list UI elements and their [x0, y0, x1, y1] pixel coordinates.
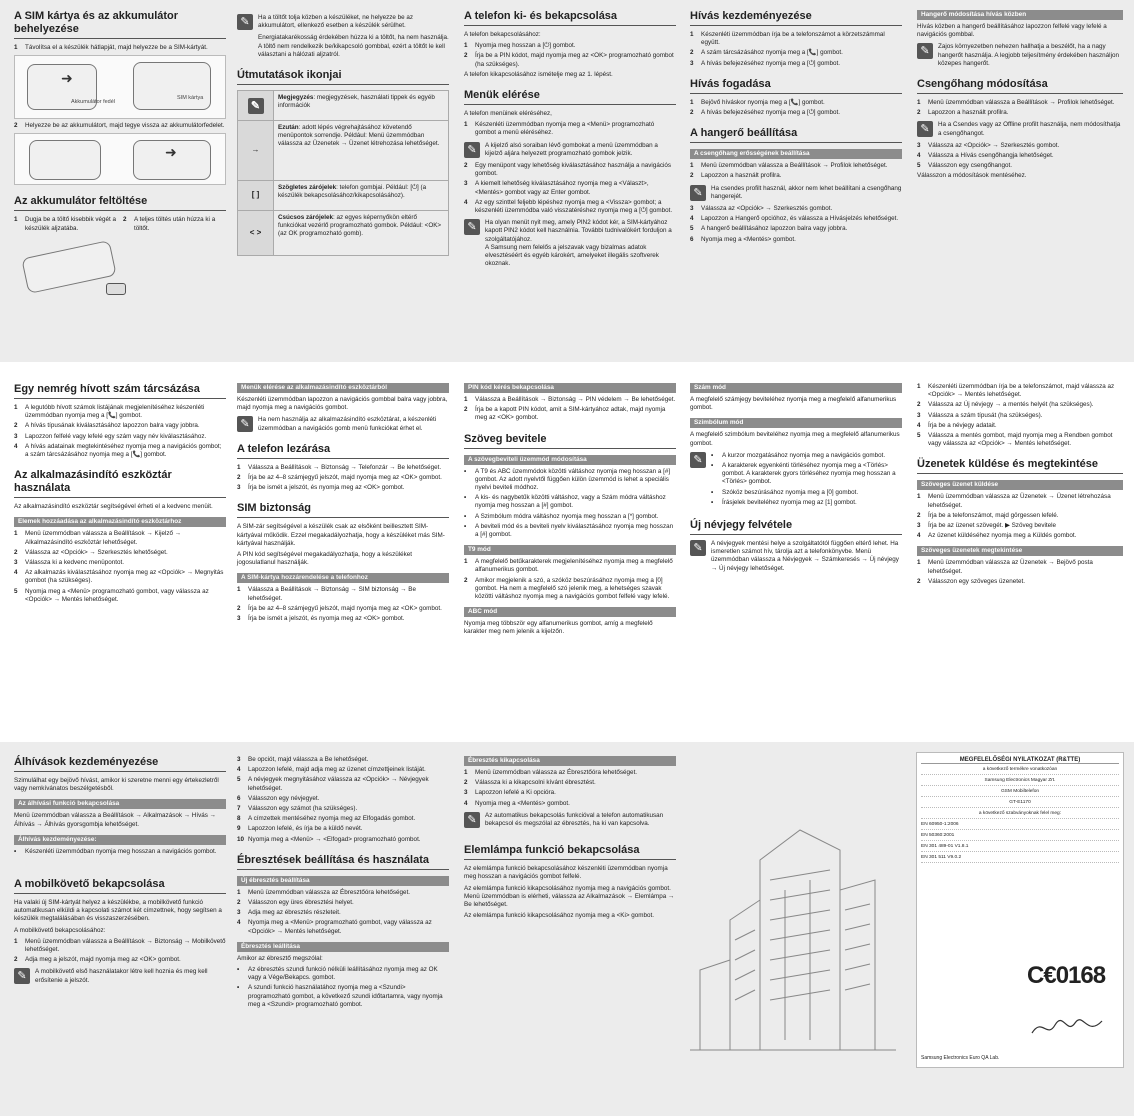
icon-row-angle-brackets: < > Csúcsos zárójelek: az egyes képernyőkön eltérő funkciókat vezérlő programozható gombok. Például: <OK> (az OK programozható gomb). [238, 211, 448, 255]
heading-menu: Menük elérése [464, 89, 676, 105]
note-icon: ✎ [464, 142, 480, 158]
subheading-alarm-stop: Ébresztés leállítása [237, 942, 449, 952]
heading-ringtone: Csengőhang módosítása [917, 78, 1123, 94]
note: ✎ A névjegyek mentési helye a szolgáltatótól függően eltérő lehet. Ha ismeretlen számot hív, tárolja azt a telefonkönyvbe. Menü üzemmódban válassza a Névjegyek → Számkeresés → Új névjegy → Új névjegy lehetőséget. [690, 540, 902, 573]
note: ✎ A mobilkövető első használatakor létre kell hoznia és meg kell erősítenie a jelszót. [14, 968, 226, 984]
note: ✎ Ha olyan menüt nyit meg, amely PIN2 kódot kér, a SIM-kártyához kapott PIN2 kódot kell használnia. További tudnivalókért forduljon a szolgáltatójához. A Samsung nem felelős a jelszavak vagy bizalmas adatok elvesztéséért és egyéb károkért, amelyeket illegális szoftverek okoznak. [464, 219, 676, 268]
phone-open-illustration [133, 62, 211, 110]
column-pin-text: PIN kód kérés bekapcsolása 1 Válassza a Beállítások → Biztonság → PIN védelem → Be lehetőséget. 2 Írja be a kapott PIN kódot, amit a SIM-kártyához adtak, majd nyomja meg az <OK> gombot. Szöveg bevitele A szövegbeviteli üzemmód módosítása • A T9 és ABC üzemmódok közötti váltáshoz nyomja meg hosszan a [#] gombot. Az adott nyelvtől függően külön üzemmód is lehet a speciális nyelvi beviteli módhoz. • A kis- és nagybetűk közötti váltáshoz, vagy a Szám módra váltáshoz nyomja meg hosszan a [#] gombot. • A Szimbólum módra váltáshoz nyomja meg hosszan a [*] gombot. • A beviteli mód és a beviteli nyelv kiválasztásához nyomja meg hosszan a [#] gombot. T9 mód 1 A megfelelő betűkarakterek megjelenítéséhez nyomja meg a megfelelő alfanumerikus gombot. 2 Amikor megjelenik a szó, a szóköz beszúrásához nyomja meg a [0] gombot. Ha nem a megfelelő szó jelenik meg, a lehetséges szavak közötti váltáshoz nyomja meg a navigációs gombot felfelé vagy lefelé. ABC mód Nyomja meg többször egy alfanumerikus gombot, amíg a megfelelő karakter meg nem jelenik a kijelzőn. [464, 384, 676, 636]
heading-power: A telefon ki- és bekapcsolása [464, 10, 676, 26]
column-ringtone: Hangerő módosítása hívás közben Hívás közben a hangerő beállításához lapozzon felfelé vagy lefelé a navigációs gombbal. ✎ Zajos környezetben nehezen hallhatja a beszélőt, ha a nagy hangerőt használja. A legjobb teljesítmény érdekében használjon közepes hangerőt. Csengőhang módosítása 1 Menü üzemmódban válassza a Beállítások → Profilok lehetőséget. 2 Lapozzon a használt profilra. ✎ Ha a Csendes vagy az Offline profilt használja, nem módosíthatja a csengőhangot. 3 Válassza az <Opciók> → Szerkesztés gombot. 4 Válassza a Hívás csengőhangja lehetőséget. 5 Válasszon egy csengőhangot. Válasszon a módosítások mentéséhez. [917, 10, 1123, 184]
heading-sim-security: SIM biztonság [237, 502, 449, 518]
subheading-add-shortcut: Elemek hozzáadása az alkalmazásindító eszköztárhoz [14, 517, 226, 527]
note-icon: ✎ [690, 452, 706, 468]
note-icon: ✎ [464, 812, 480, 828]
charge-steps [14, 216, 226, 234]
arrow-icon: ➜ [61, 70, 73, 87]
subheading-sim-lock: A SIM-kártya hozzárendelése a telefonhoz [237, 573, 449, 583]
subheading-text-mode: A szövegbeviteli üzemmód módosítása [464, 455, 676, 465]
note: ✎ Ha a Csendes vagy az Offline profilt használja, nem módosíthatja a csengőhangot. [917, 121, 1123, 137]
subheading-call-volume: Hangerő módosítása hívás közben [917, 10, 1123, 20]
heading-sim-insert: A SIM kártya és az akkumulátor behelyezése [14, 10, 226, 39]
subheading-t9: T9 mód [464, 545, 676, 555]
subheading-fake-call: Álhívás kezdeményezése: [14, 835, 226, 845]
phone-battery-illustration [29, 140, 101, 180]
arrow-icon: ➜ [165, 144, 177, 161]
step: 1 Távolítsa el a készülék hátlapját, majd helyezze be a SIM-kártyát. [14, 44, 208, 51]
column-sim [14, 10, 226, 303]
note-icon: ✎ [237, 14, 253, 30]
note: ✎ Az automatikus bekapcsolás funkcióval a telefon automatikusan bekapcsol és megszólal az ébresztés, ha ki van kapcsolva. [464, 812, 676, 828]
city-building-illustration [690, 800, 896, 1060]
battery-illustration [14, 133, 226, 185]
note-icon: ✎ [690, 185, 706, 201]
column-icons: ✎ Ha a töltőt tolja közben a készüléket, ne helyezze be az akkumulátort, ellenkező esetben a készülék sérülhet. Energiatakarékosság érdekében húzza ki a töltőt, ha nem használja. A töltő nem rendelkezik be/kikapcsoló gombbal, ezért a töltőt le kell választani a hálózati aljzatról. Útmutatások ikonjai ✎ Megjegyzés: megjegyzések, használati tippek és egyéb információk → Ezután: adott lépés végrehajtásához követendő menüpontok sorrendje. Például: Menü üzemmódban válassza az Üzenetek → Üzenet létrehozása lehetőséget. [ ] Szögletes zárójelek: telefon gombjai. Például: [⏻] (a készülék bekapcsolásához/kikapcsolásához). < > Csúcsos zárójelek: az egyes képernyőkön eltérő funkciókat vezérlő programozható gombok. Például: <OK> (az OK programozható gomb). [237, 10, 449, 256]
note: ✎ Ha nem használja az alkalmazásindító eszköztárat, a készenléti üzemmódban a navigációs gomb menü funkciókat érhet el. [237, 416, 449, 432]
step: 2 A teljes töltés után húzza ki a töltőt. [123, 216, 216, 232]
column-symbols-contact: Szám mód A megfelelő számjegy beviteléhez nyomja meg a megfelelő alfanumerikus gombot. Szimbólum mód A megfelelő szimbólum beviteléhez nyomja meg a megfelelő alfanumerikus gombot. ✎ • A kurzor mozgatásához nyomja meg a navigációs gombot. • A karakterek egyenkénti törléséhez nyomja meg a <Törlés> gombot. A karakterek gyors törléséhez nyomja meg hosszan a <Törlés> gombot. • Szóköz beszúrásához nyomja meg a [0] gombot. • Írásjelek beviteléhez nyomja meg az [1] gombot. Új névjegy felvétele ✎ A névjegyek mentési helye a szolgáltatótól függően eltérő lehet. Ha ismeretlen számot hív, tárolja azt a telefonkönyvbe. Menü üzemmódban válassza a Névjegyek → Számkeresés → Új névjegy → Új névjegy lehetőséget. [690, 383, 902, 577]
column-fake-tracker: Álhívások kezdeményezése Szimulálhat egy bejövő hívást, amikor ki szeretne menni egy értekezletről vagy nemkívánatos beszélgetésből. Az álhívási funkció bekapcsolása Menü üzemmódban válassza a Beállítások → Alkalmazások → Hívás → Álhívás → Álhívás gyorsgombja lehetőséget. Álhívás kezdeményezése: • Készenléti üzemmódban nyomja meg hosszan a navigációs gombot. A mobilkövető bekapcsolása Ha valaki új SIM-kártyát helyez a készülékbe, a mobilkövető funkció automatikusan elküldi a kapcsolati számot két címzettnek, hogy segítsen a készülék megtalálásában és visszaszerzésében. A mobilkövető bekapcsolásához: 1 Menü üzemmódban válassza a Beállítások → Biztonság → Mobilkövető lehetőséget. 2 Adja meg a jelszót, majd nyomja meg az <OK> gombot. ✎ A mobilkövető első használatakor létre kell hoznia és meg kell erősítenie a jelszót. [14, 756, 226, 984]
icon-table [237, 90, 449, 256]
icon-row-note: ✎ Megjegyzés: megjegyzések, használati tippek és egyéb információk [238, 91, 448, 121]
heading-call: Hívás kezdeményezése [690, 10, 902, 26]
subheading-alarm-set: Új ébresztés beállítása [237, 876, 449, 886]
subheading-read-messages: Szöveges üzenetek megtekintése [917, 546, 1123, 556]
note-icon: ✎ [248, 98, 264, 114]
heading-phone-lock: A telefon lezárása [237, 443, 449, 459]
subheading-send-message: Szöveges üzenet küldése [917, 480, 1123, 490]
note: ✎ Ha a töltőt tolja közben a készüléket, ne helyezze be az akkumulátort, ellenkező esetben a készülék sérülhet. [237, 14, 449, 30]
column-messages: 1 Készenléti üzemmódban írja be a telefonszámot, majd válassza az <Opciók> → Mentés lehetőséget. 2 Válassza az Új névjegy → a mentés helyét (ha szükséges). 3 Válassza a szám típusát (ha szükséges). 4 Írja be a névjegy adatait. 5 Válassza a mentés gombot, majd nyomja meg a Rendben gombot vagy válassza az <Opciók> → Mentés lehetőséget. Üzenetek küldése és megtekintése Szöveges üzenet küldése 1 Menü üzemmódban válassza az Üzenetek → Üzenet létrehozása lehetőséget. 2 Írja be a telefonszámot, majd görgessen lefelé. 3 Írja be az üzenet szövegét. ▶ Szöveg bevitele 4 Az üzenet küldéséhez nyomja meg a Küldés gombot. Szöveges üzenetek megtekintése 1 Menü üzemmódban válassza az Üzenetek → Bejövő posta lehetőséget. 2 Válasszon egy szöveges üzenetet. [917, 383, 1123, 588]
charger-plug-icon [106, 283, 126, 295]
phone-charging-illustration [21, 240, 117, 294]
heading-charge: Az akkumulátor feltöltése [14, 195, 226, 211]
heading-torch: Elemlámpa funkció bekapcsolása [464, 844, 676, 860]
heading-fake-call: Álhívások kezdeményezése [14, 756, 226, 772]
step: 1 Dugja be a töltő kisebbik végét a készülék aljzatába. [14, 216, 117, 232]
charger-illustration [14, 239, 226, 303]
square-brackets-icon: [ ] [238, 181, 274, 210]
angle-brackets-icon: < > [238, 211, 274, 255]
heading-messages: Üzenetek küldése és megtekintése [917, 458, 1123, 474]
arrow-icon: → [238, 121, 274, 180]
heading-recent-call: Egy nemrég hívott szám tárcsázása [14, 383, 226, 399]
note-icon: ✎ [237, 416, 253, 432]
heading-new-contact: Új névjegy felvétele [690, 519, 902, 535]
icon-row-square-brackets: [ ] Szögletes zárójelek: telefon gombjai. Például: [⏻] (a készülék bekapcsolásához/kikapcsolásához). [238, 181, 448, 211]
note: ✎ Ha csendes profilt használ, akkor nem lehet beállítani a csengőhang hangerejét. [690, 185, 902, 201]
ce-mark: C€0168 [1027, 962, 1106, 989]
icon-row-arrow: → Ezután: adott lépés végrehajtásához követendő menüpontok sorrendje. Például: Menü üzemmódban válassza az Üzenetek → Üzenet létrehozása lehetőséget. [238, 121, 448, 181]
sim-illustration [14, 55, 226, 119]
note-icon: ✎ [917, 43, 933, 59]
column-power-menu: A telefon ki- és bekapcsolása A telefon bekapcsolásához: 1 Nyomja meg hosszan a [⏻] gombot. 2 Írja be a PIN kódot, majd nyomja meg az <OK> programozható gombot (ha szükséges). A telefon kikapcsolásához ismételje meg az 1. lépést. Menük elérése A telefon menüinek eléréséhez, 1 Készenléti üzemmódban nyomja meg a <Menü> programozható gombot a menü eléréséhez. ✎ A kijelző alsó soraiban lévő gombokat a menü üzemmódban a kijelző aljára helyezett programozható gombok jelzik. 2 Egy menüpont vagy lehetőség kiválasztásához használja a navigációs gombot. 3 A kiemelt lehetőség kiválasztásához nyomja meg a <Választ>, <Mentés> gombot vagy az Enter gombot. 4 Az egy szinttel feljebb lépéshez nyomja meg a <Vissza> gombot; a készenléti üzemmódba való visszatéréshez nyomja meg a [⏻] gombot. ✎ Ha olyan menüt nyit meg, amely PIN2 kódot kér, a SIM-kártyához kapott PIN2 kódot kell használnia. További tudnivalókért forduljon a szolgáltatójához. A Samsung nem felelős a jelszavak vagy bizalmas adatok elvesztéséért és egyéb károkért, amelyeket illegális szoftverek okoznak. [464, 10, 676, 272]
subheading-fake-on: Az álhívási funkció bekapcsolása [14, 799, 226, 809]
column-recent-shortcut: Egy nemrég hívott szám tárcsázása 1 A legutóbb hívott számok listájának megjelenítéséhez készenléti üzemmódban nyomja meg a [📞] gombot. 2 A hívás típusának kiválasztásához lapozzon balra vagy jobbra. 3 Lapozzon felfelé vagy lefelé egy szám vagy név kiválasztásához. 4 A hívás adatainak megtekintéséhez nyomja meg a navigációs gombot; a szám tárcsázásához nyomja meg a [📞] gombot. Az alkalmazásindító eszköztár használata Az alkalmazásindító eszköztár segítségével érheti el a kedvenc menüit. Elemek hozzáadása az alkalmazásindító eszköztárhoz 1 Menü üzemmódban válassza a Beállítások → Kijelző → Alkalmazásindító eszköztár lehetőséget. 2 Válassza az <Opciók> → Szerkesztés lehetőséget. 3 Válassza ki a kedvenc menüpontot. 4 Az alkalmazás kiválasztásához nyomja meg az <Opciók> → Megnyitás gombot (ha szükséges). 5 Nyomja meg a <Menü> programozható gombot, vagy válassza az <Opciók> → Mentés lehetőséget. [14, 383, 226, 606]
note-icon: ✎ [14, 968, 30, 984]
note: ✎ • A kurzor mozgatásához nyomja meg a navigációs gombot. • A karakterek egyenkénti törléséhez nyomja meg a <Törlés> gombot. A karakterek gyors törléséhez nyomja meg hosszan a <Törlés> gombot. • Szóköz beszúrásához nyomja meg a [0] gombot. • Írásjelek beviteléhez nyomja meg az [1] gombot. [690, 452, 902, 509]
note-icon: ✎ [917, 121, 933, 137]
heading-answer: Hívás fogadása [690, 78, 902, 94]
subheading-symbol-mode: Szimbólum mód [690, 418, 902, 428]
signature-image [1027, 1015, 1107, 1041]
subheading-abc: ABC mód [464, 607, 676, 617]
subheading-access-shortcut: Menük elérése az alkalmazásindító eszköztárból [237, 383, 449, 393]
callout-sim: SIM kártya [177, 95, 204, 102]
column-tracker-alarm: 3 Be opciót, majd válassza a Be lehetőséget. 4 Lapozzon lefelé, majd adja meg az üzenet címzettjeinek listáját. 5 A névjegyek megnyitásához válassza az <Opciók> → Névjegyek lehetőséget. 6 Válasszon egy névjegyet. 7 Válasszon egy számot (ha szükséges). 8 A címzettek mentéséhez nyomja meg az Elfogadás gombot. 9 Lapozzon lefelé, és írja be a küldő nevét. 10 Nyomja meg a <Menü> → <Elfogad> programozható gombot. Ébresztések beállítása és használata Új ébresztés beállítása 1 Menü üzemmódban válassza az Ébresztőóra lehetőséget. 2 Válasszon egy üres ébresztési helyet. 3 Adja meg az ébresztés részleteit. 4 Nyomja meg a <Menü> programozható gombot, vagy válassza az <Opciók> → Mentés lehetőséget. Ébresztés leállítása Amikor az ébresztő megszólal: • Az ébresztés szundi funkció nélküli leállításához nyomja meg az OK vagy a Vége/Bekapcs. gombot. • A szundi funkció használatához nyomja meg a <Szundi> programozható gombot, a következő szundi időtartamra, vagy nyomja meg a <Szundi> programozható gombot. [237, 756, 449, 1011]
column-lock-sim: Menük elérése az alkalmazásindító eszköztárból Készenléti üzemmódban lapozzon a navigációs gombbal balra vagy jobbra, majd nyomja meg a navigációs gombot. ✎ Ha nem használja az alkalmazásindító eszköztárat, a készenléti üzemmódban a navigációs gomb menü funkciókat érhet el. A telefon lezárása 1 Válassza a Beállítások → Biztonság → Telefonzár → Be lehetőséget. 2 Írja be az 4–8 számjegyű jelszót, majd nyomja meg az <OK> gombot. 3 Írja be ismét a jelszót, és nyomja meg az <OK> gombot. SIM biztonság A SIM-zár segítségével a készülék csak az elsőként beillesztett SIM-kártyával működik. Ezzel megakadályozhatja, hogy a készüléket más SIM-kártyával használják. A PIN kód segítségével megakadályozhatja, hogy a készüléket jogosulatlanul használják. A SIM-kártya hozzárendelése a telefonhoz 1 Válassza a Beállítások → Biztonság → SIM biztonság → Be lehetőséget. 2 Írja be az 4–8 számjegyű jelszót, majd nyomja meg az <OK> gombot. 3 Írja be ismét a jelszót, és nyomja meg az <OK> gombot. [237, 384, 448, 623]
callout-cover: Akkumulátor fedél [71, 99, 116, 106]
subheading-number-mode: Szám mód [690, 383, 902, 393]
subheading-pin: PIN kód kérés bekapcsolása [464, 383, 676, 393]
heading-shortcut-toolbar: Az alkalmazásindító eszköztár használata [14, 469, 226, 498]
heading-volume: A hangerő beállítása [690, 127, 902, 143]
heading-alarms: Ébresztések beállítása és használata [237, 854, 449, 870]
heading-text-input: Szöveg bevitele [464, 433, 676, 449]
declaration-of-conformity: MEGFELELŐSÉGI NYILATKOZAT (R&TTE) a következő termékre vonatkozóan Samsung Electronics Magyar Zrt. GSM Mobiltelefon GT-E1170 a következő szabványoknak felel meg: EN 60950-1:2006 EN 50360:2001 EN 301 489-01 V1.8.1 EN 301 511 V9.0.2 C€0168 Samsung Electronics Euro QA Lab. [916, 752, 1124, 1068]
column-calls: Hívás kezdeményezése 1 Készenléti üzemmódban írja be a telefonszámot a körzetszámmal együtt. 2 A szám tárcsázásához nyomja meg a [📞] gombot. 3 A hívás befejezéséhez nyomja meg a [⏻] gombot. Hívás fogadása 1 Bejövő híváskor nyomja meg a [📞] gombot. 2 A hívás befejezéséhez nyomja meg a [⏻] gombot. A hangerő beállítása A csengőhang erősségének beállítása 1 Menü üzemmódban válassza a Beállítások → Profilok lehetőséget. 2 Lapozzon a használt profilra. ✎ Ha csendes profilt használ, akkor nem lehet beállítani a csengőhang hangerejét. 3 Válassza az <Opciók> → Szerkesztés gombot. 4 Lapozzon a Hangerő opcióhoz, és válassza a Hívásjelzés lehetőséget. 5 A hangerő beállításához lapozzon balra vagy jobbra. 6 Nyomja meg a <Mentés> gombot. [690, 10, 902, 243]
note: ✎ Zajos környezetben nehezen hallhatja a beszélőt, ha a nagy hangerőt használja. A legjobb teljesítmény érdekében használjon közepes hangerőt. [917, 43, 1123, 68]
note: ✎ A kijelző alsó soraiban lévő gombokat a menü üzemmódban a kijelző aljára helyezett programozható gombok jelzik. [464, 142, 676, 158]
heading-tracker: A mobilkövető bekapcsolása [14, 878, 226, 894]
note-icon: ✎ [464, 219, 480, 235]
note-icon: ✎ [690, 540, 706, 556]
heading-icons: Útmutatások ikonjai [237, 69, 449, 85]
subheading-ring-volume: A csengőhang erősségének beállítása [690, 149, 902, 159]
step: 2 Helyezze be az akkumulátort, majd tegye vissza az akkumulátorfedelet. [14, 122, 225, 130]
column-alarm-torch: Ébresztés kikapcsolása 1 Menü üzemmódban válassza az Ébresztőóra lehetőséget. 2 Válassza ki a kikapcsolni kívánt ébresztést. 3 Lapozzon lefelé a Ki opcióra. 4 Nyomja meg a <Mentés> gombot. ✎ Az automatikus bekapcsolás funkcióval a telefon automatikusan bekapcsol és megszólal az ébresztés, ha ki van kapcsolva. Elemlámpa funkció bekapcsolása Az elemlámpa funkció bekapcsolásához készenléti üzemmódban nyomja meg hosszan a navigációs gombot felfelé. Az elemlámpa funkció kikapcsolásához nyomja meg a navigációs gombot. Menü üzemmódban is elérheti, válassza az Alkalmazások → Elemlámpa → Be lehetőséget. Az elemlámpa funkció kikapcsolásához nyomja meg a <Ki> gombot. [464, 757, 675, 920]
subheading-alarm-off: Ébresztés kikapcsolása [464, 756, 676, 766]
